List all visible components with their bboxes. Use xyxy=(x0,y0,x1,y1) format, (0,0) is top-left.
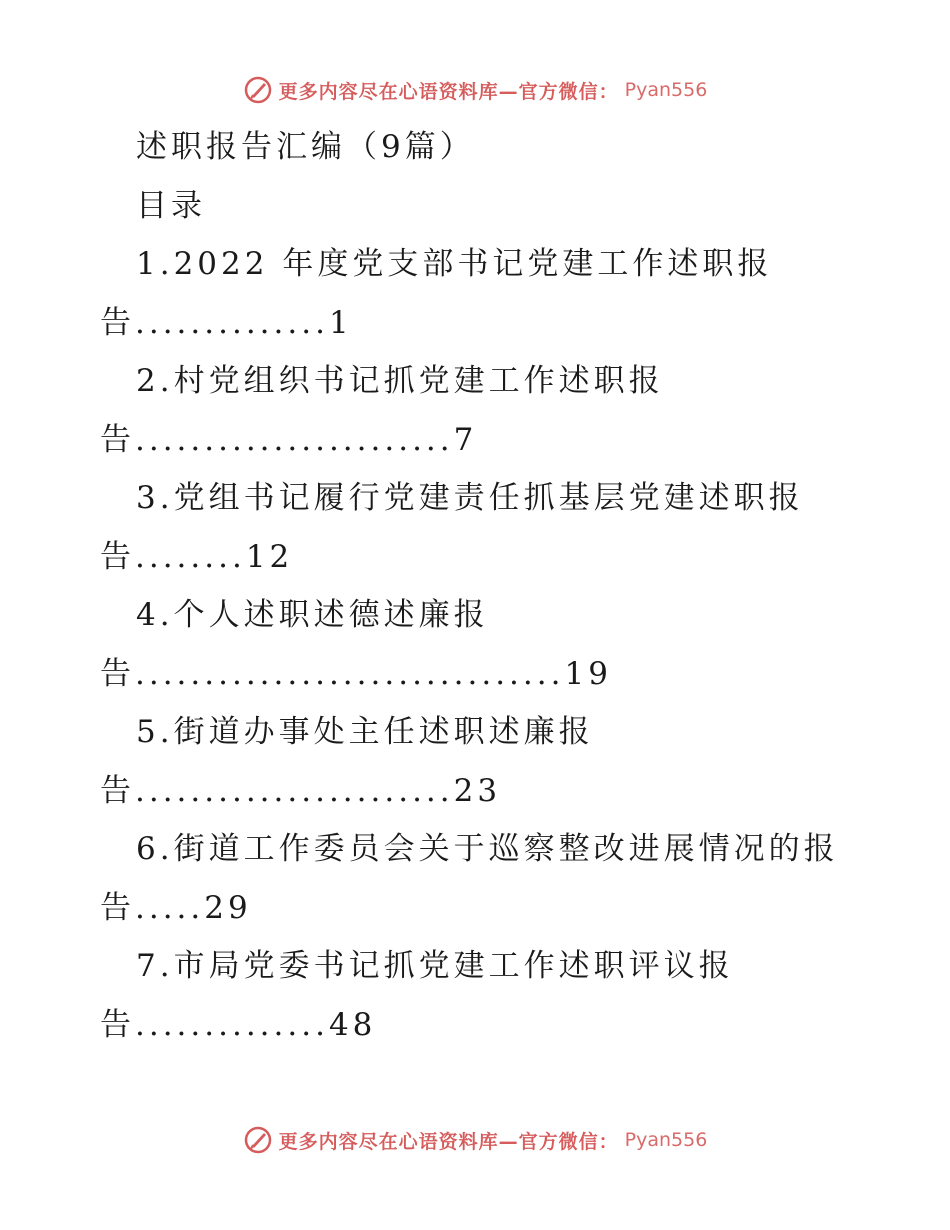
toc-entry-5-leader: 告.......................23 xyxy=(100,772,502,809)
toc-entry-3-title: 3.党组书记履行党建责任抓基层党建述职报 xyxy=(136,480,804,516)
watermark-footer xyxy=(0,1120,950,1160)
toc-entry-4-title: 4.个人述职述德述廉报 xyxy=(136,597,489,633)
toc-entry-6-leader: 告.....29 xyxy=(100,889,252,926)
toc-heading: 目录 xyxy=(136,187,206,224)
document-title: 述职报告汇编（9篇） xyxy=(136,129,475,165)
quill-logo-icon xyxy=(243,75,273,105)
watermark-header xyxy=(0,70,950,110)
quill-logo-icon xyxy=(243,1125,273,1155)
toc-entry-2-leader: 告.......................7 xyxy=(100,421,478,458)
watermark-wechat-id: Pyan556 xyxy=(624,1129,708,1151)
toc-entry-3-leader: 告........12 xyxy=(100,538,294,575)
watermark-text: 更多内容尽在心语资料库—官方微信： xyxy=(278,1130,619,1153)
watermark-wechat-id: Pyan556 xyxy=(624,79,708,101)
toc-entry-5-title: 5.街道办事处主任述职述廉报 xyxy=(136,714,594,750)
toc-entry-1-leader: 告..............1 xyxy=(100,304,353,341)
toc-entry-6-title: 6.街道工作委员会关于巡察整改进展情况的报 xyxy=(136,831,839,867)
toc-entry-2-title: 2.村党组织书记抓党建工作述职报 xyxy=(136,363,664,399)
toc-entry-7-leader: 告..............48 xyxy=(100,1006,377,1043)
toc-entry-1-title: 1.2022 年度党支部书记党建工作述职报 xyxy=(136,246,773,282)
toc-entry-7-title: 7.市局党委书记抓党建工作述职评议报 xyxy=(136,948,734,984)
document-body xyxy=(0,118,950,1054)
watermark-text: 更多内容尽在心语资料库—官方微信： xyxy=(278,80,619,103)
toc-entry-4-leader: 告...............................19 xyxy=(100,655,612,692)
